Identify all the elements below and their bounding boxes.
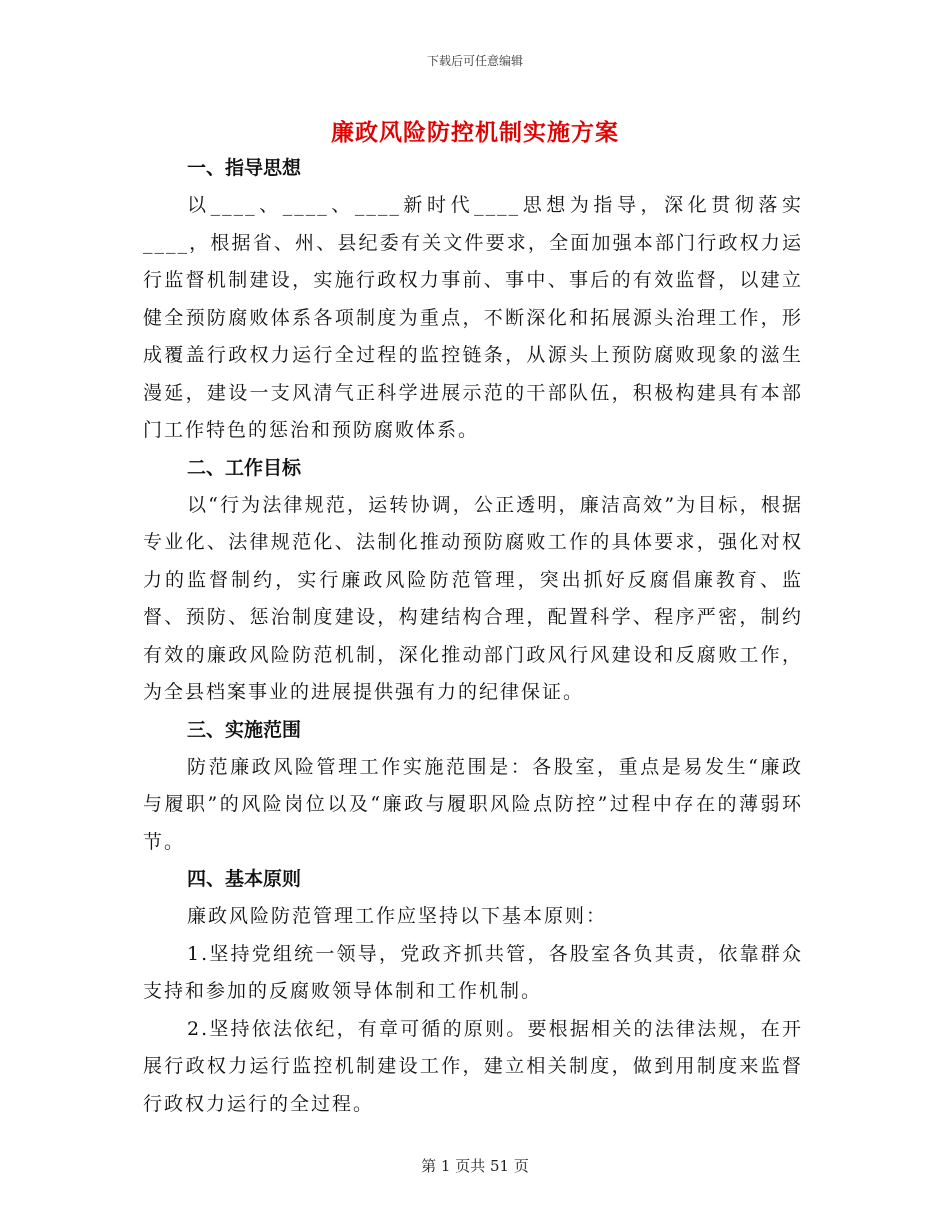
section-heading: 四、基本原则 [187,868,302,890]
paragraph: 廉政风险防范管理工作应坚持以下基本原则： [187,905,608,927]
document-body [143,152,803,1123]
paragraph: 防范廉政风险管理工作实施范围是：各股室，重点是易发生“廉政与履职”的风险岗位以及“廉政与履职风险点防控”过程中存在的薄弱环节。 [143,755,803,853]
paragraph: 以____、____、____新时代____思想为指导，深化贯彻落实____，根据省、州、县纪委有关文件要求，全面加强本部门行政权力运行监督机制建设，实施行政权力事前、事中、事后的有效监督，以建立健全预防腐败体系各项制度为重点，不断深化和拓展源头治理工作，形成覆盖行政权力运行全过程的监控链条，从源头上预防腐败现象的滋生漫延，建设一支风清气正科学进展示范的干部队伍，积极构建具有本部门工作特色的惩治和预防腐败体系。 [143,194,803,441]
paragraph: 1.坚持党组统一领导，党政齐抓共管，各股室各负其责，依靠群众支持和参加的反腐败领导体制和工作机制。 [143,942,803,1002]
paragraph: 2.坚持依法依纪，有章可循的原则。要根据相关的法律法规，在开展行政权力运行监控机制建设工作，建立相关制度，做到用制度来监督行政权力运行的全过程。 [143,1017,803,1115]
section-heading: 二、工作目标 [187,456,302,479]
paragraph: 以“行为法律规范，运转协调，公正透明，廉洁高效”为目标，根据专业化、法律规范化、法制化推动预防腐败工作的具体要求，强化对权力的监督制约，实行廉政风险防范管理，突出抓好反腐倡廉教育、监督、预防、惩治制度建设，构建结构合理，配置科学、程序严密，制约有效的廉政风险防范机制，深化推动部门政风行风建设和反腐败工作，为全县档案事业的进展提供强有力的纪律保证。 [143,493,803,703]
section-heading: 一、指导思想 [187,157,302,179]
section-heading: 三、实施范围 [187,718,302,741]
document-title: 廉政风险防控机制实施方案 [331,119,619,146]
page-header: 下载后可任意编辑 [426,54,523,68]
page-footer: 第 1 页共 51 页 [421,1157,529,1175]
